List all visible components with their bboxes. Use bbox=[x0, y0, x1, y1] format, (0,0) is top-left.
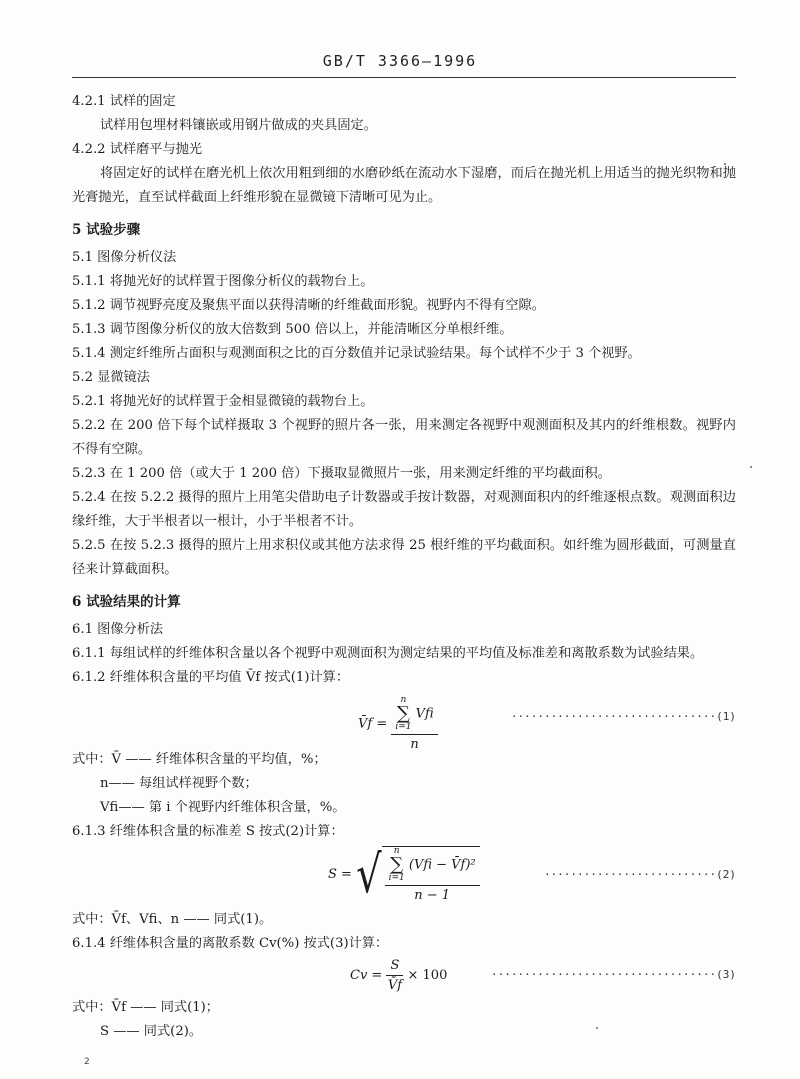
formula-3 bbox=[72, 956, 736, 996]
section-6-1-3: 6.1.3 纤维体积含量的标准差 S 按式(2)计算： bbox=[72, 824, 344, 839]
section-5-2-5: 5.2.5 在按 5.2.3 摄得的照片上用求积仪或其他方法求得 25 根纤维的平均截面积。如纤维为圆形截面，可测量直径来计算截面积。 bbox=[72, 538, 736, 577]
section-5-heading: 5 试验步骤 bbox=[72, 222, 141, 238]
formula-2-denominator: n − 1 bbox=[414, 888, 451, 903]
formula-2 bbox=[72, 844, 736, 908]
scan-speck bbox=[596, 1027, 598, 1029]
formula-1-sum-top: n bbox=[400, 695, 407, 705]
sigma-symbol: ∑ bbox=[390, 854, 404, 875]
formula-2-sum-top: n bbox=[393, 846, 400, 856]
section-5-2-heading: 5.2 显微镜法 bbox=[72, 370, 150, 385]
section-6-1-4: 6.1.4 纤维体积含量的离散系数 Cv(%) 按式(3)计算： bbox=[72, 936, 389, 951]
formula-3-numerator: S bbox=[386, 958, 403, 976]
sigma-symbol: ∑ bbox=[397, 703, 410, 724]
page-number: 2 bbox=[84, 1057, 90, 1067]
section-6-1-heading: 6.1 图像分析法 bbox=[72, 622, 164, 637]
scan-speck bbox=[750, 466, 752, 468]
formula-2-sum-bottom: i=1 bbox=[388, 873, 405, 883]
section-4-2-1-body: 试样用包埋材料镶嵌或用钢片做成的夹具固定。 bbox=[100, 118, 377, 133]
section-4-2-1-title: 4.2.1 试样的固定 bbox=[72, 94, 176, 109]
header-rule bbox=[72, 77, 736, 78]
formula-3-denominator: V̄f bbox=[387, 978, 403, 993]
formula-3-lhs: Cv = bbox=[350, 968, 383, 983]
section-6-1-2: 6.1.2 纤维体积含量的平均值 V̄f 按式(1)计算： bbox=[72, 670, 350, 685]
formula-2-term: (Vfi − V̄f)² bbox=[408, 857, 476, 873]
formula-2-number: ··························(2) bbox=[543, 868, 736, 881]
section-5-1-3: 5.1.3 调节图像分析仪的放大倍数到 500 倍以上，并能清晰区分单根纤维。 bbox=[72, 322, 513, 337]
page-header: GB/T 3366—1996 bbox=[322, 52, 478, 70]
formula-1-denominator: n bbox=[410, 737, 419, 752]
formula-2-lhs: S = bbox=[328, 867, 352, 882]
section-5-2-2: 5.2.2 在 200 倍下每个试样摄取 3 个视野的照片各一张，用来测定各视野中观测面积及其内的纤维根数。视野内不得有空隙。 bbox=[72, 418, 736, 457]
formula-3-number: ··································(3) bbox=[490, 968, 736, 981]
section-5-2-3: 5.2.3 在 1 200 倍（或大于 1 200 倍）下摄取显微照片一张，用来测定纤维的平均截面积。 bbox=[72, 466, 611, 481]
section-5-1-4: 5.1.4 测定纤维所占面积与观测面积之比的百分数值并记录试验结果。每个试样不少于 3 个视野。 bbox=[72, 346, 641, 361]
section-4-2-2-title: 4.2.2 试样磨平与抛光 bbox=[72, 142, 203, 157]
formula-3-tail: × 100 bbox=[407, 968, 448, 983]
scan-speck bbox=[724, 163, 726, 165]
where-2: 式中：V̄f、Vfi、n —— 同式(1)。 bbox=[72, 912, 273, 927]
where-3-a: 式中：V̄f —— 同式(1)； bbox=[72, 1000, 219, 1015]
formula-1 bbox=[72, 690, 736, 752]
section-5-1-2: 5.1.2 调节视野亮度及聚焦平面以获得清晰的纤维截面形貌。视野内不得有空隙。 bbox=[72, 298, 545, 313]
where-3-b: S —— 同式(2)。 bbox=[100, 1024, 203, 1039]
section-5-1-1: 5.1.1 将抛光好的试样置于图像分析仪的载物台上。 bbox=[72, 274, 374, 289]
document-body bbox=[72, 90, 736, 1044]
where-1-c: Vfi—— 第 i 个视野内纤维体积含量，%。 bbox=[100, 800, 346, 815]
section-5-2-1: 5.2.1 将抛光好的试样置于金相显微镜的载物台上。 bbox=[72, 394, 374, 409]
formula-1-number: ·······························(1) bbox=[510, 710, 736, 723]
formula-1-term: Vfi bbox=[415, 706, 434, 722]
where-1-a: 式中：V̄ —— 纤维体积含量的平均值，%； bbox=[72, 752, 327, 767]
where-1-b: n—— 每组试样视野个数； bbox=[100, 776, 258, 791]
formula-1-sum-bottom: i=1 bbox=[395, 722, 412, 732]
section-4-2-2-body: 将固定好的试样在磨光机上依次用粗到细的水磨砂纸在流动水下湿磨，而后在抛光机上用适当的抛光织物和抛光膏抛光，直至试样截面上纤维形貌在显微镜下清晰可见为止。 bbox=[72, 166, 736, 205]
sqrt-symbol: √ bbox=[356, 844, 382, 905]
section-5-1-heading: 5.1 图像分析仪法 bbox=[72, 250, 177, 265]
section-6-heading: 6 试验结果的计算 bbox=[72, 594, 181, 610]
section-5-2-4: 5.2.4 在按 5.2.2 摄得的照片上用笔尖借助电子计数器或手按计数器，对观测面积内的纤维逐根点数。观测面积边缘纤维，大于半根者以一根计，小于半根者不计。 bbox=[72, 490, 736, 529]
section-6-1-1: 6.1.1 每组试样的纤维体积含量以各个视野中观测面积为测定结果的平均值及标准差和离散系数为试验结果。 bbox=[72, 646, 704, 661]
formula-1-lhs: V̄f = bbox=[358, 716, 388, 732]
